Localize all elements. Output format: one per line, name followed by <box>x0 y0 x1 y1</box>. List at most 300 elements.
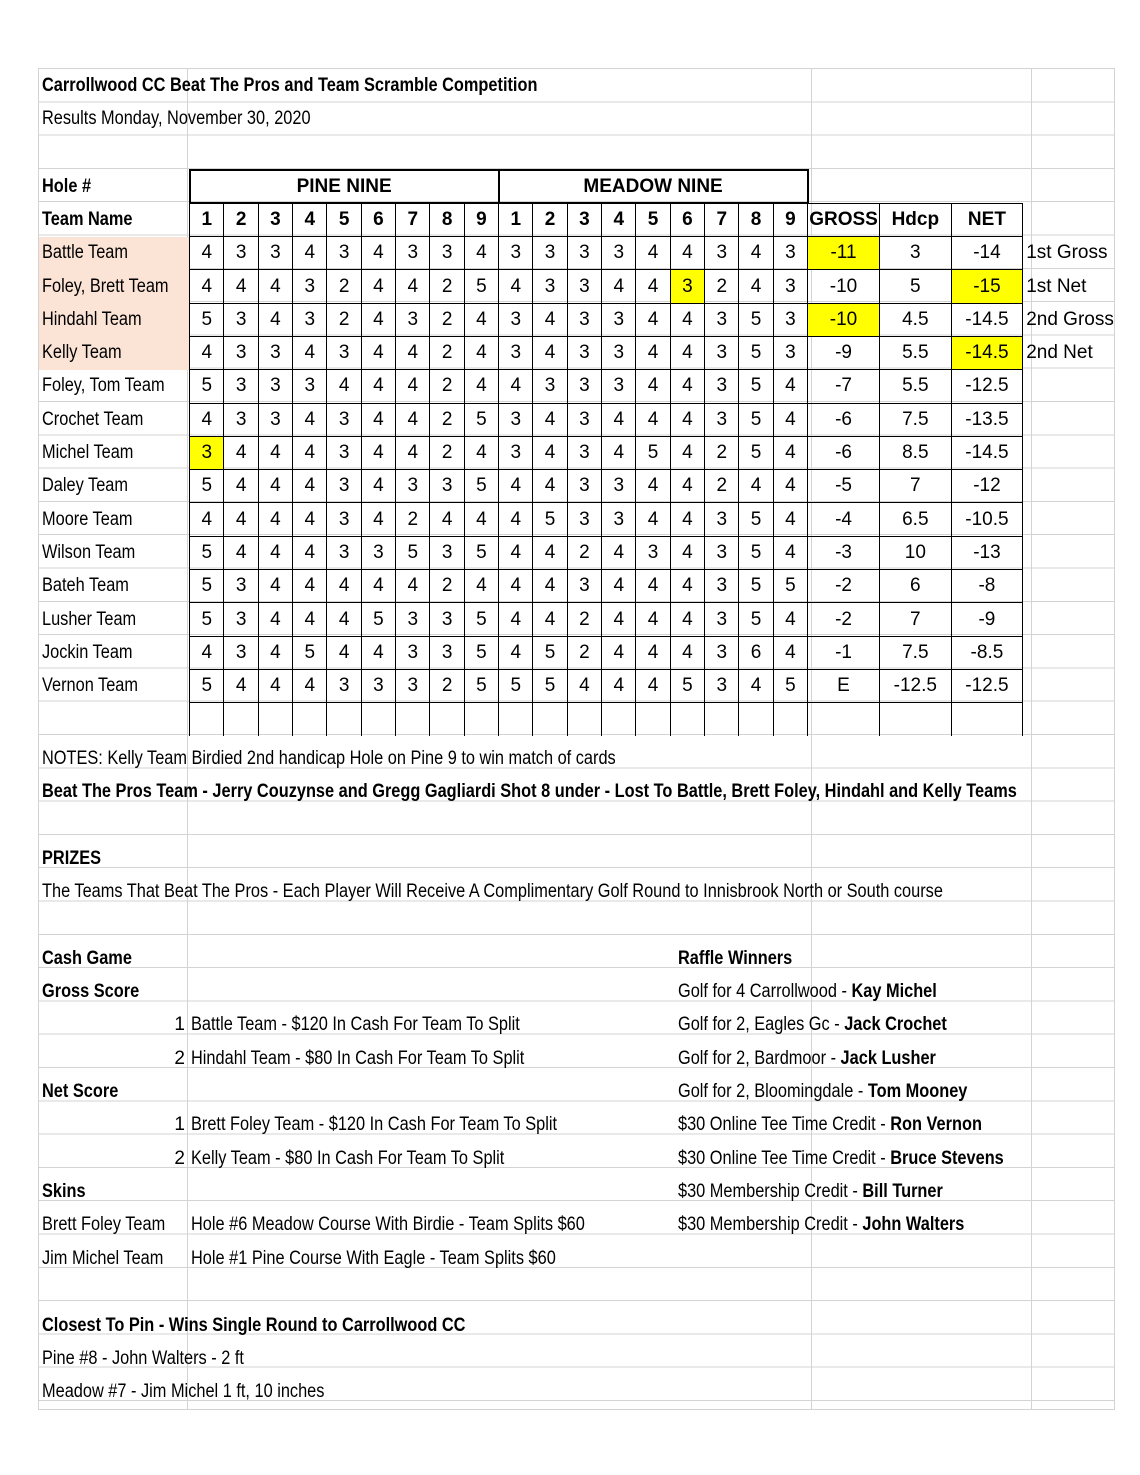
meadow-hole-score: 4 <box>636 470 670 503</box>
pine-hole-score: 4 <box>293 336 327 369</box>
meadow-hole-score: 3 <box>602 303 636 336</box>
raffle-winner: Bruce Stevens <box>890 1147 1004 1169</box>
pine-hole-score: 4 <box>361 470 395 503</box>
pine-hole-score: 4 <box>224 470 258 503</box>
meadow-hole-score: 4 <box>533 470 567 503</box>
skins-detail: Hole #1 Pine Course With Eagle - Team Splits $60 <box>191 1248 556 1269</box>
page-title: Carrollwood CC Beat The Pros and Team Scramble Competition <box>42 75 538 96</box>
pine-hole-score: 4 <box>464 336 498 369</box>
net-rank: 1 <box>174 1114 185 1135</box>
meadow-hole-score: 4 <box>636 570 670 603</box>
pine-hole-score: 4 <box>258 470 292 503</box>
meadow-hole-score: 4 <box>670 336 704 369</box>
meadow-hole-score: 5 <box>739 336 773 369</box>
closest-to-pin-item: Meadow #7 - Jim Michel 1 ft, 10 inches <box>42 1381 325 1402</box>
gross-prize: Battle Team - $120 In Cash For Team To Split <box>191 1014 520 1035</box>
pine-hole-score: 4 <box>224 436 258 469</box>
meadow-hole-score: 4 <box>670 570 704 603</box>
pine-hole-score: 4 <box>327 636 361 669</box>
meadow-hole-score: 4 <box>670 370 704 403</box>
pine-hole-score: 4 <box>293 503 327 536</box>
meadow-hole-score: 4 <box>670 603 704 636</box>
net-score: -15 <box>951 270 1023 303</box>
pine-hole-score: 3 <box>224 570 258 603</box>
pine-hole-score: 2 <box>327 270 361 303</box>
placement-label <box>1023 503 1114 536</box>
meadow-hole-score: 3 <box>602 370 636 403</box>
pine-hole-score: 3 <box>327 503 361 536</box>
closest-to-pin-item: Pine #8 - John Walters - 2 ft <box>42 1348 244 1369</box>
meadow-hole-score: 4 <box>602 436 636 469</box>
meadow-hole-score: 4 <box>602 669 636 702</box>
meadow-hole-score: 5 <box>533 636 567 669</box>
table-row <box>39 403 1114 436</box>
meadow-hole-score: 4 <box>533 303 567 336</box>
hdcp-score: 4.5 <box>880 303 952 336</box>
meadow-hole-score: 3 <box>567 470 601 503</box>
pine-hole-score: 3 <box>224 403 258 436</box>
meadow-hole-score: 3 <box>773 270 807 303</box>
pine-hole-score: 5 <box>464 403 498 436</box>
meadow-hole-score: 5 <box>739 570 773 603</box>
table-row <box>39 370 1114 403</box>
team-name: Bateh Team <box>42 575 129 597</box>
pine-hole-score: 3 <box>430 536 464 569</box>
hdcp-score: 7 <box>880 470 952 503</box>
hdcp-score: 6 <box>880 570 952 603</box>
meadow-hole-score: 4 <box>636 403 670 436</box>
pine-hole-score: 4 <box>396 370 430 403</box>
placement-label <box>1023 470 1114 503</box>
blank-cell <box>39 703 190 736</box>
pine-hole-score: 4 <box>361 370 395 403</box>
raffle-item <box>678 1142 1004 1175</box>
raffle-prize: Golf for 2, Bardmoor - <box>678 1047 841 1069</box>
pine-hole-score: 5 <box>464 636 498 669</box>
meadow-hole-score: 2 <box>705 436 739 469</box>
meadow-hole-score: 3 <box>705 403 739 436</box>
table-row <box>39 436 1114 469</box>
cash-game-heading: Cash Game <box>42 948 132 969</box>
meadow-hole-score: 3 <box>499 436 533 469</box>
meadow-hole-score: 4 <box>533 570 567 603</box>
hdcp-score: 5.5 <box>880 336 952 369</box>
pine-hole-number: 2 <box>224 203 258 236</box>
meadow-hole-score: 4 <box>739 237 773 270</box>
prizes-text: The Teams That Beat The Pros - Each Player Will Receive A Complimentary Golf Round to Innisbrook North or South course <box>42 881 943 902</box>
meadow-hole-score: 4 <box>773 403 807 436</box>
meadow-hole-score: 2 <box>567 603 601 636</box>
pine-hole-score: 3 <box>224 303 258 336</box>
meadow-hole-score: 4 <box>739 669 773 702</box>
blank-cell <box>567 703 601 736</box>
table-row <box>39 503 1114 536</box>
pine-hole-number: 6 <box>361 203 395 236</box>
pine-hole-score: 3 <box>258 237 292 270</box>
placement-label <box>1023 570 1114 603</box>
pine-hole-score: 3 <box>190 436 224 469</box>
placement-label <box>1023 403 1114 436</box>
raffle-prize: Golf for 2, Bloomingdale - <box>678 1080 868 1102</box>
net-score: -9 <box>951 603 1023 636</box>
pine-hole-score: 4 <box>464 503 498 536</box>
pine-hole-number: 1 <box>190 203 224 236</box>
pine-hole-score: 4 <box>190 336 224 369</box>
meadow-hole-score: 4 <box>499 370 533 403</box>
placement-label <box>1023 669 1114 702</box>
placement-label: 1st Gross <box>1026 242 1108 264</box>
pine-hole-score: 4 <box>293 536 327 569</box>
pine-hole-score: 2 <box>430 336 464 369</box>
pine-hole-score: 4 <box>258 536 292 569</box>
pine-hole-score: 3 <box>396 303 430 336</box>
spreadsheet <box>38 68 1115 1410</box>
gross-score: -6 <box>808 436 880 469</box>
pine-hole-score: 5 <box>190 570 224 603</box>
pine-hole-score: 4 <box>361 336 395 369</box>
meadow-hole-score: 3 <box>705 669 739 702</box>
net-score: -12 <box>951 470 1023 503</box>
pine-hole-score: 3 <box>396 669 430 702</box>
pine-hole-score: 2 <box>430 303 464 336</box>
pine-hole-score: 4 <box>396 403 430 436</box>
meadow-hole-number: 1 <box>499 203 533 236</box>
meadow-hole-score: 4 <box>533 536 567 569</box>
pine-hole-score: 3 <box>327 536 361 569</box>
gross-score: -11 <box>808 237 880 270</box>
pine-hole-score: 3 <box>430 603 464 636</box>
meadow-hole-score: 3 <box>773 237 807 270</box>
meadow-hole-score: 4 <box>670 503 704 536</box>
raffle-winner: Ron Vernon <box>890 1114 982 1136</box>
gross-score: -3 <box>808 536 880 569</box>
meadow-hole-score: 4 <box>636 603 670 636</box>
pine-hole-score: 2 <box>396 503 430 536</box>
meadow-hole-score: 3 <box>567 336 601 369</box>
meadow-hole-score: 4 <box>636 503 670 536</box>
meadow-hole-score: 3 <box>773 336 807 369</box>
net-prize: Brett Foley Team - $120 In Cash For Team To Split <box>191 1114 558 1135</box>
meadow-hole-score: 4 <box>533 603 567 636</box>
meadow-hole-number: 6 <box>670 203 704 236</box>
team-name: Michel Team <box>42 442 134 464</box>
meadow-hole-score: 3 <box>567 270 601 303</box>
pine-hole-score: 3 <box>258 370 292 403</box>
meadow-hole-score: 3 <box>567 403 601 436</box>
pine-hole-score: 5 <box>464 270 498 303</box>
meadow-hole-score: 4 <box>636 303 670 336</box>
gross-score: -1 <box>808 636 880 669</box>
raffle-item <box>678 1075 967 1108</box>
gross-score: -7 <box>808 370 880 403</box>
pine-hole-score: 3 <box>293 370 327 403</box>
pine-hole-score: 4 <box>464 370 498 403</box>
raffle-winner: Jack Lusher <box>840 1047 936 1069</box>
meadow-hole-score: 4 <box>602 603 636 636</box>
pine-hole-score: 5 <box>190 370 224 403</box>
pine-hole-score: 3 <box>396 603 430 636</box>
gross-score: -9 <box>808 336 880 369</box>
meadow-hole-score: 5 <box>533 669 567 702</box>
pine-hole-score: 3 <box>430 237 464 270</box>
pine-hole-score: 4 <box>258 570 292 603</box>
table-row <box>39 470 1114 503</box>
blank-cell <box>464 703 498 736</box>
meadow-hole-score: 4 <box>670 403 704 436</box>
blank-cell <box>224 703 258 736</box>
blank-cell <box>951 703 1023 736</box>
meadow-hole-score: 3 <box>602 237 636 270</box>
pine-hole-score: 3 <box>327 403 361 436</box>
pine-hole-score: 4 <box>361 503 395 536</box>
meadow-hole-score: 2 <box>567 636 601 669</box>
meadow-hole-score: 5 <box>636 436 670 469</box>
pine-hole-score: 4 <box>224 536 258 569</box>
meadow-hole-score: 3 <box>533 370 567 403</box>
pine-hole-score: 4 <box>327 570 361 603</box>
notes-beat-pros: Beat The Pros Team - Jerry Couzynse and Gregg Gagliardi Shot 8 under - Lost To Battle, Brett Foley, Hindahl and Kelly Teams <box>42 781 1017 802</box>
pine-hole-score: 4 <box>361 303 395 336</box>
table-row <box>39 336 1114 369</box>
meadow-hole-score: 6 <box>739 636 773 669</box>
meadow-hole-score: 3 <box>567 503 601 536</box>
meadow-hole-score: 3 <box>705 237 739 270</box>
team-name: Lusher Team <box>42 608 137 630</box>
hdcp-score: 5.5 <box>880 370 952 403</box>
blank-cell <box>327 703 361 736</box>
pine-hole-score: 4 <box>361 436 395 469</box>
header-spacer <box>1023 170 1114 203</box>
skins-detail: Hole #6 Meadow Course With Birdie - Team Splits $60 <box>191 1214 585 1235</box>
team-name: Foley, Tom Team <box>42 375 165 397</box>
team-name: Moore Team <box>42 508 133 530</box>
pine-hole-score: 4 <box>190 270 224 303</box>
pine-hole-score: 3 <box>430 636 464 669</box>
pine-hole-score: 3 <box>258 403 292 436</box>
pine-hole-score: 4 <box>224 503 258 536</box>
meadow-hole-score: 4 <box>739 270 773 303</box>
meadow-hole-score: 3 <box>705 636 739 669</box>
meadow-hole-number: 5 <box>636 203 670 236</box>
pine-hole-score: 5 <box>464 536 498 569</box>
meadow-hole-score: 3 <box>567 570 601 603</box>
pine-hole-score: 3 <box>224 636 258 669</box>
meadow-hole-score: 4 <box>636 336 670 369</box>
pine-hole-score: 2 <box>430 669 464 702</box>
meadow-hole-score: 3 <box>499 237 533 270</box>
meadow-hole-score: 3 <box>705 570 739 603</box>
net-score: -14 <box>951 237 1023 270</box>
pine-hole-score: 5 <box>293 636 327 669</box>
raffle-winner: John Walters <box>862 1214 965 1236</box>
gross-score: -6 <box>808 403 880 436</box>
meadow-hole-score: 3 <box>705 336 739 369</box>
placement-label <box>1023 536 1114 569</box>
pine-hole-score: 4 <box>258 503 292 536</box>
table-row <box>39 669 1114 702</box>
pine-hole-score: 3 <box>396 237 430 270</box>
pine-hole-score: 3 <box>396 636 430 669</box>
pine-hole-score: 4 <box>361 403 395 436</box>
pine-hole-score: 4 <box>258 669 292 702</box>
meadow-hole-score: 5 <box>739 436 773 469</box>
meadow-hole-score: 5 <box>739 403 773 436</box>
team-name: Battle Team <box>39 237 190 270</box>
table-row <box>39 536 1114 569</box>
pine-hole-number: 9 <box>464 203 498 236</box>
team-name: Jockin Team <box>42 641 133 663</box>
pine-hole-score: 4 <box>258 636 292 669</box>
pine-hole-score: 5 <box>190 603 224 636</box>
pine-hole-score: 4 <box>224 669 258 702</box>
meadow-hole-score: 5 <box>739 303 773 336</box>
hdcp-score: 3 <box>880 237 952 270</box>
header-spacer <box>808 170 1023 203</box>
meadow-hole-score: 4 <box>533 436 567 469</box>
meadow-hole-score: 4 <box>602 570 636 603</box>
pine-hole-score: 4 <box>464 303 498 336</box>
raffle-winner: Kay Michel <box>851 981 937 1002</box>
pine-hole-score: 4 <box>361 636 395 669</box>
meadow-hole-score: 5 <box>773 669 807 702</box>
blank-cell <box>670 703 704 736</box>
pine-hole-score: 5 <box>464 669 498 702</box>
meadow-hole-score: 3 <box>602 503 636 536</box>
meadow-hole-score: 3 <box>602 470 636 503</box>
pine-hole-score: 4 <box>361 570 395 603</box>
pine-hole-score: 4 <box>190 403 224 436</box>
pine-hole-score: 4 <box>190 237 224 270</box>
pine-hole-score: 3 <box>396 470 430 503</box>
blank-cell <box>293 703 327 736</box>
pine-hole-score: 4 <box>464 436 498 469</box>
pine-hole-score: 4 <box>396 270 430 303</box>
skins-team: Jim Michel Team <box>42 1248 164 1269</box>
meadow-hole-number: 3 <box>567 203 601 236</box>
net-score: -8.5 <box>951 636 1023 669</box>
closest-to-pin-heading: Closest To Pin - Wins Single Round to Carrollwood CC <box>42 1315 466 1336</box>
net-score: -13 <box>951 536 1023 569</box>
raffle-item <box>678 1108 982 1141</box>
placement-label <box>1023 636 1114 669</box>
blank-cell <box>808 703 880 736</box>
meadow-hole-score: 4 <box>499 570 533 603</box>
table-row <box>39 570 1114 603</box>
pine-hole-score: 4 <box>258 303 292 336</box>
meadow-hole-score: 3 <box>636 536 670 569</box>
placement-label <box>1023 436 1114 469</box>
net-score: -13.5 <box>951 403 1023 436</box>
meadow-hole-score: 4 <box>773 470 807 503</box>
meadow-hole-score: 4 <box>499 270 533 303</box>
meadow-hole-score: 4 <box>670 636 704 669</box>
meadow-hole-score: 4 <box>636 370 670 403</box>
pine-hole-score: 3 <box>224 336 258 369</box>
pine-hole-number: 3 <box>258 203 292 236</box>
meadow-hole-score: 5 <box>670 669 704 702</box>
header-row-holes <box>39 203 1114 236</box>
meadow-hole-score: 2 <box>705 470 739 503</box>
hdcp-score: 6.5 <box>880 503 952 536</box>
meadow-hole-number: 2 <box>533 203 567 236</box>
gross-score: -10 <box>808 303 880 336</box>
net-score: -12.5 <box>951 370 1023 403</box>
meadow-hole-score: 3 <box>670 270 704 303</box>
meadow-hole-score: 3 <box>705 370 739 403</box>
net-score: -14.5 <box>951 303 1023 336</box>
gross-score: -2 <box>808 570 880 603</box>
pine-hole-score: 4 <box>224 270 258 303</box>
meadow-hole-score: 4 <box>773 536 807 569</box>
meadow-hole-score: 4 <box>773 436 807 469</box>
pine-hole-score: 3 <box>293 303 327 336</box>
meadow-hole-score: 5 <box>739 603 773 636</box>
raffle-item <box>678 1208 964 1241</box>
meadow-hole-score: 4 <box>670 436 704 469</box>
hole-label: Hole # <box>42 175 92 197</box>
raffle-item <box>678 1175 943 1208</box>
meadow-hole-score: 4 <box>602 536 636 569</box>
raffle-item <box>678 1042 936 1075</box>
meadow-hole-score: 3 <box>705 536 739 569</box>
meadow-hole-score: 3 <box>499 303 533 336</box>
pine-hole-score: 3 <box>258 336 292 369</box>
pine-hole-score: 4 <box>293 669 327 702</box>
raffle-prize: Golf for 4 Carrollwood - <box>678 981 852 1002</box>
meadow-hole-score: 2 <box>705 270 739 303</box>
pine-hole-score: 5 <box>464 470 498 503</box>
meadow-hole-score: 4 <box>636 237 670 270</box>
pine-hole-score: 5 <box>190 669 224 702</box>
pine-hole-score: 5 <box>190 470 224 503</box>
gross-score: -4 <box>808 503 880 536</box>
meadow-hole-score: 4 <box>602 270 636 303</box>
pine-hole-score: 3 <box>327 669 361 702</box>
blank-cell <box>880 703 952 736</box>
pine-hole-score: 4 <box>293 470 327 503</box>
pine-hole-score: 5 <box>190 303 224 336</box>
meadow-hole-score: 4 <box>636 270 670 303</box>
meadow-hole-score: 4 <box>773 603 807 636</box>
pine-hole-score: 5 <box>361 603 395 636</box>
meadow-hole-score: 3 <box>773 303 807 336</box>
placement-label <box>1023 370 1114 403</box>
pine-hole-score: 4 <box>293 570 327 603</box>
gross-rank: 2 <box>174 1048 185 1069</box>
meadow-hole-score: 3 <box>705 603 739 636</box>
blank-cell <box>361 703 395 736</box>
pine-hole-score: 4 <box>396 336 430 369</box>
table-row <box>39 636 1114 669</box>
hdcp-score: 7.5 <box>880 636 952 669</box>
team-name: Kelly Team <box>39 336 190 369</box>
pine-hole-score: 4 <box>464 237 498 270</box>
blank-cell <box>773 703 807 736</box>
hdcp-score: 10 <box>880 536 952 569</box>
pine-hole-score: 2 <box>430 270 464 303</box>
meadow-hole-number: 9 <box>773 203 807 236</box>
meadow-hole-score: 4 <box>773 636 807 669</box>
meadow-hole-score: 4 <box>533 403 567 436</box>
meadow-hole-score: 4 <box>499 503 533 536</box>
hdcp-score: 5 <box>880 270 952 303</box>
meadow-hole-score: 4 <box>670 470 704 503</box>
pine-hole-score: 3 <box>430 470 464 503</box>
net-score: -8 <box>951 570 1023 603</box>
net-prize: Kelly Team - $80 In Cash For Team To Split <box>191 1148 505 1169</box>
pine-hole-score: 3 <box>361 669 395 702</box>
blank-cell <box>258 703 292 736</box>
